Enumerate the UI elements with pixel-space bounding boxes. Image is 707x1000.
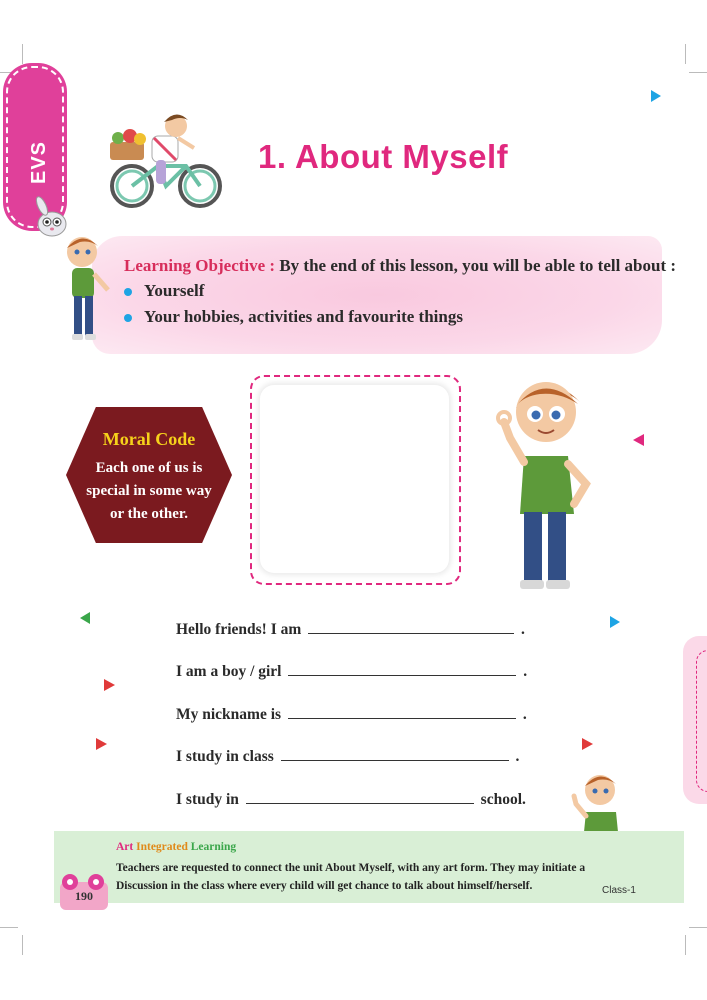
bullet-dot-icon [124, 288, 132, 296]
crop-mark [22, 935, 23, 955]
moral-code-title: Moral Code [102, 429, 196, 449]
objective-bullet-item [124, 281, 204, 301]
page-number: 190 [75, 889, 93, 903]
sentence-end: . [515, 748, 520, 765]
moral-code-text [76, 457, 222, 526]
subject-tab-label: EVS [28, 140, 50, 184]
boy-cycling-illustration [106, 108, 224, 210]
art-integrated-line: Discussion in the class where every child will get chance to talk about himself/herself. [116, 880, 533, 892]
sentence-end: . [522, 706, 527, 723]
decor-triangle-icon [104, 679, 115, 691]
fill-sentence [176, 663, 527, 681]
fill-sentence [176, 621, 525, 639]
learning-objective-intro: By the end of this lesson, you will be able to tell about : [279, 256, 677, 275]
decor-triangle-icon [610, 616, 620, 628]
answer-blank[interactable] [288, 706, 516, 719]
sentence-prompt: My nickname is [176, 706, 282, 723]
art-integrated-title [116, 841, 236, 853]
objective-bullet-item [124, 307, 463, 327]
right-edge-tab-border [696, 650, 707, 792]
sentence-end: . [521, 621, 525, 638]
fill-sentence [176, 791, 526, 809]
integrated-word: Integrated [136, 841, 188, 853]
answer-blank[interactable] [246, 791, 474, 804]
decor-triangle-icon [651, 90, 661, 102]
boy-waving-illustration [568, 770, 624, 832]
sentence-prompt: I study in [176, 791, 239, 808]
learning-objective-line [124, 256, 676, 276]
fill-sentence [176, 706, 527, 724]
art-integrated-line: Teachers are requested to connect the unit About Myself, with any art form. They may initiate a [116, 862, 586, 874]
crop-mark [689, 927, 707, 928]
bullet-dot-icon [124, 314, 132, 322]
sentence-end: . [523, 663, 528, 680]
crop-mark [689, 72, 707, 73]
art-word: Art [116, 841, 134, 853]
crop-mark [685, 935, 686, 955]
boy-pointing-illustration [58, 232, 110, 344]
answer-blank[interactable] [288, 663, 516, 676]
crop-mark [0, 927, 18, 928]
sentence-prompt: I study in class [176, 748, 274, 765]
decor-triangle-icon [633, 434, 644, 446]
sentence-end: school. [480, 791, 526, 808]
boy-okay-gesture-illustration [494, 372, 598, 592]
answer-blank[interactable] [281, 748, 509, 761]
decor-triangle-icon [80, 612, 90, 624]
moral-code-line: Each one of us is [95, 460, 203, 476]
moral-code-line: special in some way [86, 483, 212, 499]
objective-bullet-text: Your hobbies, activities and favourite things [144, 307, 463, 326]
fill-sentence [176, 748, 519, 766]
answer-blank[interactable] [308, 621, 514, 634]
moral-code-line: or the other. [110, 506, 188, 522]
photo-frame-inner [260, 385, 449, 573]
objective-bullet-text: Yourself [144, 281, 205, 300]
learning-word: Learning [190, 841, 237, 853]
crop-mark [22, 44, 23, 64]
page-title: 1. About Myself [258, 138, 509, 175]
decor-triangle-icon [96, 738, 107, 750]
art-integrated-text [116, 859, 636, 895]
sentence-prompt: Hello friends! I am [176, 621, 302, 638]
class-label: Class-1 [602, 885, 636, 896]
decor-triangle-icon [582, 738, 593, 750]
learning-objective-heading: Learning Objective : [124, 256, 276, 275]
crop-mark [685, 44, 686, 64]
sentence-prompt: I am a boy / girl [176, 663, 282, 680]
